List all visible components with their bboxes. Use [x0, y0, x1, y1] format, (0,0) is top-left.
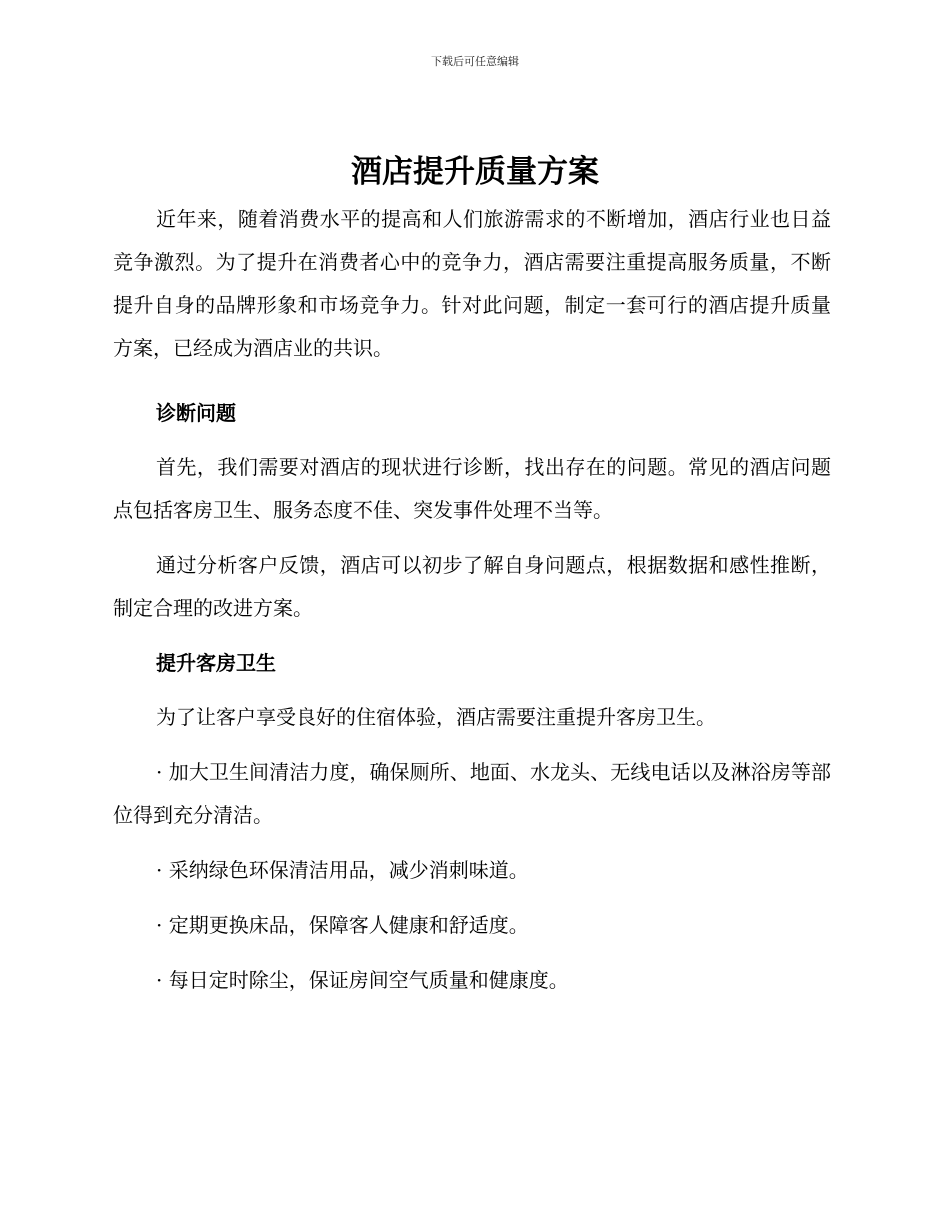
- bullet-item-dusting: · 每日定时除尘，保证房间空气质量和健康度。: [156, 968, 569, 992]
- diagnosis-paragraph-2: 通过分析客户反馈，酒店可以初步了解自身问题点，根据数据和感性推断，制定合理的改进方案。: [113, 553, 831, 620]
- page-header-note: 下载后可任意编辑: [431, 55, 519, 68]
- document-body: [113, 198, 831, 1014]
- bullet-item-bedding: · 定期更换床品，保障客人健康和舒适度。: [156, 913, 529, 937]
- room-hygiene-paragraph: 为了让客户享受良好的住宿体验，酒店需要注重提升客房卫生。: [156, 705, 716, 729]
- bullet-item-bathroom: · 加大卫生间清洁力度，确保厕所、地面、水龙头、无线电话以及淋浴房等部位得到充分清洁。: [113, 760, 831, 827]
- bullet-item-green-products: · 采纳绿色环保清洁用品，减少消刺味道。: [156, 858, 529, 882]
- document-title: 酒店提升质量方案: [351, 154, 599, 190]
- intro-paragraph: 近年来，随着消费水平的提高和人们旅游需求的不断增加，酒店行业也日益竞争激烈。为了提升在消费者心中的竞争力，酒店需要注重提高服务质量，不断提升自身的品牌形象和市场竞争力。针对此问题，制定一套可行的酒店提升质量方案，已经成为酒店业的共识。: [113, 207, 831, 360]
- section-heading-diagnosis: 诊断问题: [156, 401, 236, 425]
- section-heading-room-hygiene: 提升客房卫生: [156, 651, 276, 675]
- diagnosis-paragraph-1: 首先，我们需要对酒店的现状进行诊断，找出存在的问题。常见的酒店问题点包括客房卫生、服务态度不佳、突发事件处理不当等。: [113, 455, 831, 522]
